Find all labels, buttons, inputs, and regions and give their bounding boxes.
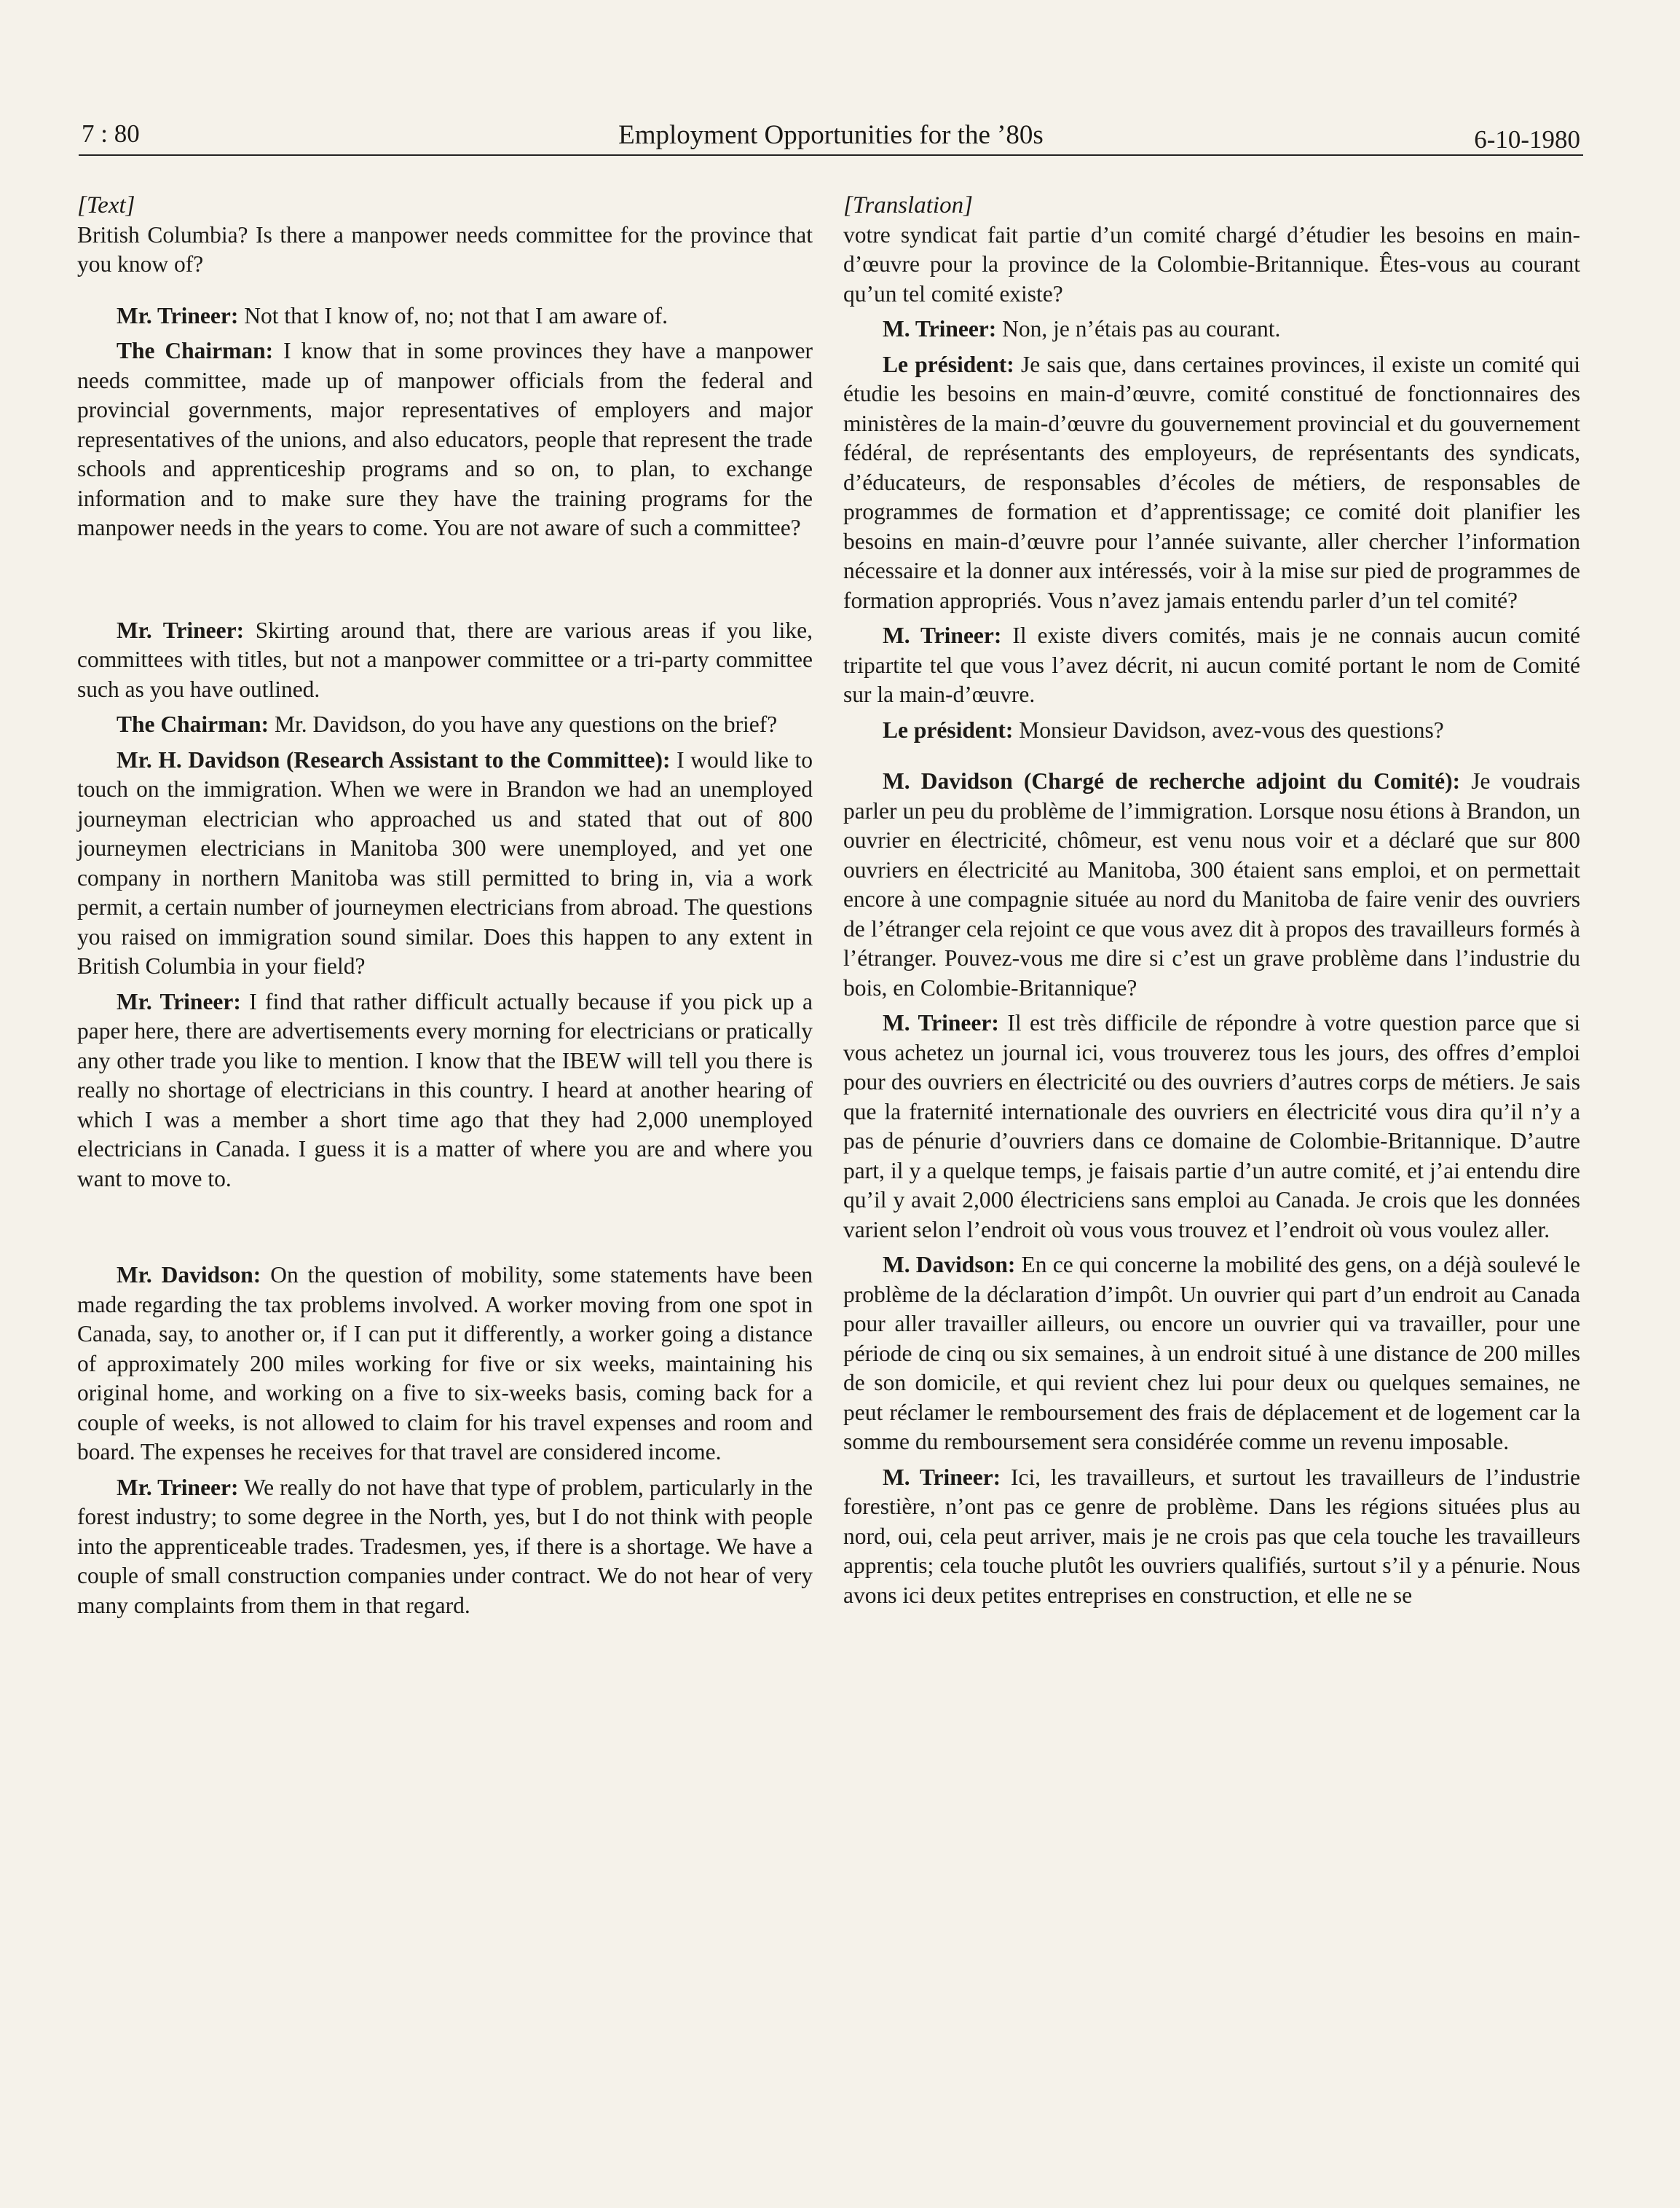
speaker-name: M. Trineer: [883,1010,999,1036]
paragraph [843,1463,1580,1611]
speaker-name: Le président: [883,351,1014,377]
paragraph [77,1261,813,1467]
paragraph [843,767,1580,1003]
paragraph [843,1009,1580,1245]
speaker-name: M. Trineer: [883,316,997,342]
paragraph [843,1250,1580,1457]
header-rule [79,154,1583,156]
paragraph-text: Il existe divers comités, mais je ne connais aucun comité tripartite tel que vous l’avez décrit, ni aucun comité portant le nom de Comité sur la main-d’œuvre. [843,623,1580,707]
french-column [843,191,1580,1616]
speaker-name: Mr. H. Davidson (Research Assistant to the Committee): [117,746,671,773]
speaker-name: M. Davidson (Chargé de recherche adjoint du Comité): [883,768,1461,794]
running-title: Employment Opportunities for the ’80s [618,120,1044,150]
paragraph-text: British Columbia? Is there a manpower needs committee for the province that you know of? [77,221,813,277]
speaker-name: Mr. Trineer: [117,302,239,328]
paragraph [843,350,1580,616]
paragraph [77,746,813,982]
paragraph-text: Ici, les travailleurs, et surtout les travailleurs de l’industrie forestière, n’ont pas ce genre de problème. Dans les régions situées plus au nord, oui, cela peut arriver, mais je ne crois pas que cela touche les travailleurs apprentis; cela touche plutôt les ouvriers qualifiés, surtout s’il y a pénurie. Nous avons ici deux petites entreprises en construction, et elle ne se [843,1464,1580,1608]
paragraph-text: I find that rather difficult actually because if you pick up a paper here, there are advertisements every morning for electricians or pratically any other trade you like to mention. I know that the IBEW will tell you there is really no shortage of electricians in this country. I heard at another hearing of which I was a member a short time ago that they had 2,000 unemployed electricians in Canada. I guess it is a matter of where you are and where you want to move to. [77,988,813,1191]
paragraph-text: I would like to touch on the immigration. When we were in Brandon we had an unemployed journeyman electrician who approached us and stated that out of 800 journeymen electricians in Manitoba 300 were unemployed, and yet one company in northern Manitoba was still permitted to bring in, via a work permit, a certain number of journeymen electricians from abroad. The questions you raised on immigration sound similar. Does this happen to any extent in British Columbia in your field? [77,746,813,979]
paragraph-text: Mr. Davidson, do you have any questions on the brief? [275,711,778,737]
paragraph [77,710,813,740]
speaker-name: M. Trineer: [883,623,1002,648]
paragraph [843,315,1580,344]
page-number: 7 : 80 [82,119,140,148]
paragraph-text: Il est très difficile de répondre à votre question parce que si vous achetez un journal ici, vous trouverez tous les jours, des offres d’emploi pour des ouvriers en électricité ou des ouvriers d’autres corps de métiers. Je sais que la fraternité internationale des ouvriers en électricité vous dira qu’il n’y a pas de pénurie d’ouvriers dans ce domaine de Colombie-Britannique. D’autre part, il y a quelque temps, je faisais partie d’un autre comité, et j’ai entendu dire qu’il y avait 2,000 électriciens sans emploi au Canada. Je crois que les données varient selon l’endroit où vous vous trouvez et l’endroit où vous voulez aller. [843,1010,1581,1242]
text-label: [Text] [77,192,135,218]
english-column [77,191,813,1626]
translation-label: [Translation] [843,192,973,218]
paragraph-text: Non, je n’étais pas au courant. [1002,316,1281,342]
paragraph [77,616,813,705]
paragraph-text: votre syndicat fait partie d’un comité chargé d’étudier les besoins en main-d’œuvre pour la province de la Colombie-Britannique. Êtes-vous au courant qu’un tel comité existe? [843,221,1580,307]
header-date: 6-10-1980 [1474,125,1580,154]
paragraph-text: Skirting around that, there are various areas if you like, committees with titles, but not a manpower committee or a tri-party committee such as you have outlined. [77,617,813,702]
paragraph-text: We really do not have that type of problem, particularly in the forest industry; to some degree in the North, yes, but I do not think with people into the apprenticeable trades. Tradesmen, yes, if there is a shortage. We have a couple of small construction companies under contract. We do not hear of very many complaints from them in that regard. [77,1474,813,1618]
paragraph [77,221,813,280]
speaker-name: The Chairman: [117,338,274,363]
paragraph [77,336,813,543]
paragraph [843,716,1580,746]
paragraph-text: En ce qui concerne la mobilité des gens, on a déjà soulevé le problème de la déclaration d’impôt. Un ouvrier qui part d’un endroit au Canada pour aller travailler ailleurs, ou encore un ouvrier qui va travailler, pour une période de cinq ou six semaines, à un endroit situé à une distance de 200 milles de son domicile, et qui revient chez lui pour deux ou quelques semaines, ne peut réclamer le remboursement des frais de déplacement et de logement car la somme du remboursement sera considérée comme un revenu imposable. [843,1252,1580,1454]
paragraph-text: On the question of mobility, some statements have been made regarding the tax problems involved. A worker moving from one spot in Canada, say, to another or, if I can put it differently, a worker going a distance of approximately 200 miles working for five or six weeks, maintaining his original home, and working on a five to six-weeks basis, coming back for a couple of weeks, is not allowed to claim for his travel expenses and room and board. The expenses he receives for that travel are considered income. [77,1262,813,1464]
page-header [82,115,1580,154]
paragraph [77,301,813,331]
speaker-name: Mr. Trineer: [117,617,245,643]
paragraph [843,221,1580,309]
speaker-name: The Chairman: [117,711,269,737]
speaker-name: Mr. Trineer: [117,988,241,1014]
speaker-name: Mr. Davidson: [117,1262,261,1288]
speaker-name: Le président: [883,717,1014,743]
paragraph-text: Monsieur Davidson, avez-vous des questions? [1019,717,1444,743]
paragraph [843,621,1580,710]
paragraph-text: Je sais que, dans certaines provinces, il existe un comité qui étudie les besoins en main-d’œuvre, comité constitué de fonctionnaires des ministères de la main-d’œuvre du gouvernement provincial et du gouvernement fédéral, de représentants des employeurs, de représentants des syndicats, d’éducateurs, de responsables d’écoles de métiers, de responsables de programmes de formation et d’apprentissage; ce comité doit planifier les besoins en main-d’œuvre pour l’année suivante, aller chercher l’information nécessaire et la donner aux intéressés, voir à la mise sur pied de programmes de formation appropriés. Vous n’avez jamais entendu parler d’un tel comité? [843,351,1581,613]
speaker-name: M. Trineer: [883,1464,1001,1490]
speaker-name: M. Davidson: [883,1252,1016,1277]
speaker-name: Mr. Trineer: [117,1474,239,1500]
paragraph-text: I know that in some provinces they have a manpower needs committee, made up of manpower officials from the federal and provincial governments, major representatives of employers and major representatives of the unions, and also educators, people that represent the trade schools and apprenticeship programs and so on, to plan, to exchange information and to make sure they have the training programs for the manpower needs in the years to come. You are not aware of such a committee? [77,338,813,540]
paragraph-text: Not that I know of, no; not that I am aware of. [244,302,668,328]
paragraph-text: Je voudrais parler un peu du problème de l’immigration. Lorsque nosu étions à Brandon, un ouvrier en électricité, chômeur, est venu nous voir et a déclaré que sur 800 ouvriers en électricité au Manitoba, 300 étaient sans emploi, et on permettait encore à une compagnie située au nord du Manitoba de faire venir des ouvriers de l’étranger cela rejoint ce que vous avez dit à propos des travailleurs formés à l’étranger. Pouvez-vous me dire si c’est un grave problème dans l’industrie du bois, en Colombie-Britannique? [843,768,1581,1001]
paragraph [77,987,813,1194]
paragraph [77,1473,813,1621]
